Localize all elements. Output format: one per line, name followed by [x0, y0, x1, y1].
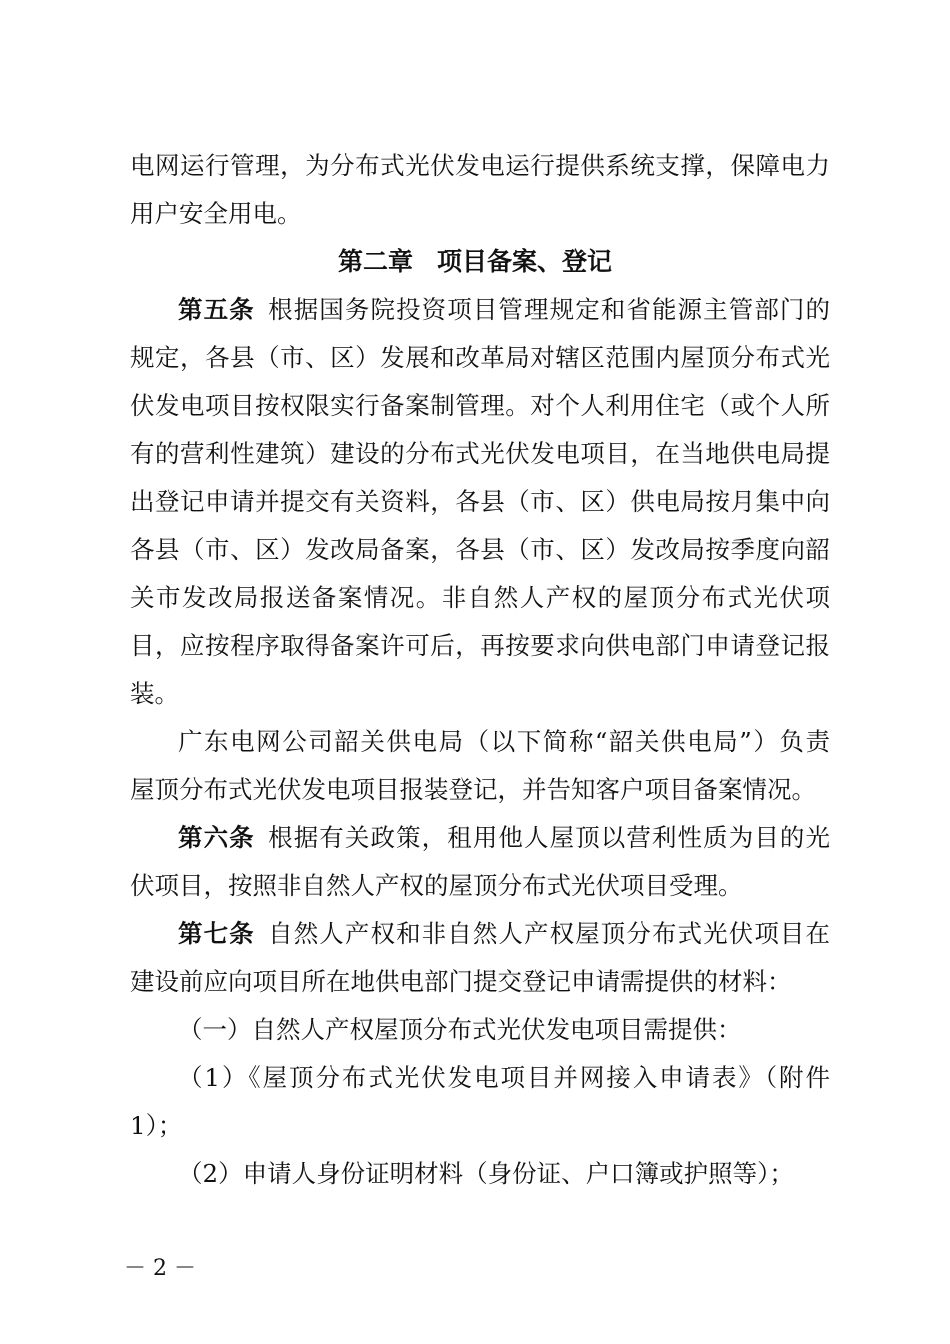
article-7-label: 第七条 — [178, 919, 255, 948]
text-line: 各县（市、区）发改局备案，各县（市、区）发改局按季度向韶 — [130, 535, 830, 564]
sub-heading-natural-person: （一）自然人产权屋顶分布式光伏发电项目需提供： — [178, 1015, 742, 1044]
text-line: 根据国务院投资项目管理规定和省能源主管部门的 — [267, 295, 831, 324]
text-line: 用户安全用电。 — [130, 199, 302, 228]
text-line: 关市发改局报送备案情况。非自然人产权的屋顶分布式光伏项 — [130, 583, 830, 612]
text-line: 出登记申请并提交有关资料，各县（市、区）供电局按月集中向 — [130, 487, 830, 516]
article-6-first-line — [178, 814, 830, 862]
article-7-first-line — [178, 910, 830, 958]
text-line: 自然人产权和非自然人产权屋顶分布式光伏项目在 — [267, 919, 831, 948]
text-line: 伏项目，按照非自然人产权的屋顶分布式光伏项目受理。 — [130, 871, 743, 900]
text-line: 广东电网公司韶关供电局（以下简称“韶关供电局”）负责 — [178, 727, 830, 756]
chapter-number: 第二章 — [337, 247, 413, 276]
text-line: 电网运行管理，为分布式光伏发电运行提供系统支撑，保障电力 — [130, 151, 830, 180]
text-line: 伏发电项目按权限实行备案制管理。对个人利用住宅（或个人所 — [130, 391, 830, 420]
text-line: 目，应按程序取得备案许可后，再按要求向供电部门申请登记报 — [130, 631, 830, 660]
list-item-continuation: 1）； — [130, 1111, 183, 1140]
article-5-first-line — [178, 286, 830, 334]
chapter-heading — [0, 238, 950, 286]
text-line: 规定，各县（市、区）发展和改革局对辖区范围内屋顶分布式光 — [130, 343, 830, 372]
text-line: 屋顶分布式光伏发电项目报装登记，并告知客户项目备案情况。 — [130, 775, 816, 804]
chapter-title: 项目备案、登记 — [437, 247, 613, 276]
page-number: － 2 － — [124, 1256, 196, 1281]
text-line: 根据有关政策，租用他人屋顶以营利性质为目的光 — [267, 823, 831, 852]
article-5-label: 第五条 — [178, 295, 255, 324]
text-line: 有的营利性建筑）建设的分布式光伏发电项目，在当地供电局提 — [130, 439, 830, 468]
article-6-label: 第六条 — [178, 823, 255, 852]
text-line: 建设前应向项目所在地供电部门提交登记申请需提供的材料： — [130, 967, 792, 996]
list-item: （2）申请人身份证明材料（身份证、户口簿或护照等）； — [178, 1159, 794, 1188]
list-item: （1）《屋顶分布式光伏发电项目并网接入申请表》（附件 — [178, 1063, 830, 1092]
text-line: 装。 — [130, 679, 179, 708]
